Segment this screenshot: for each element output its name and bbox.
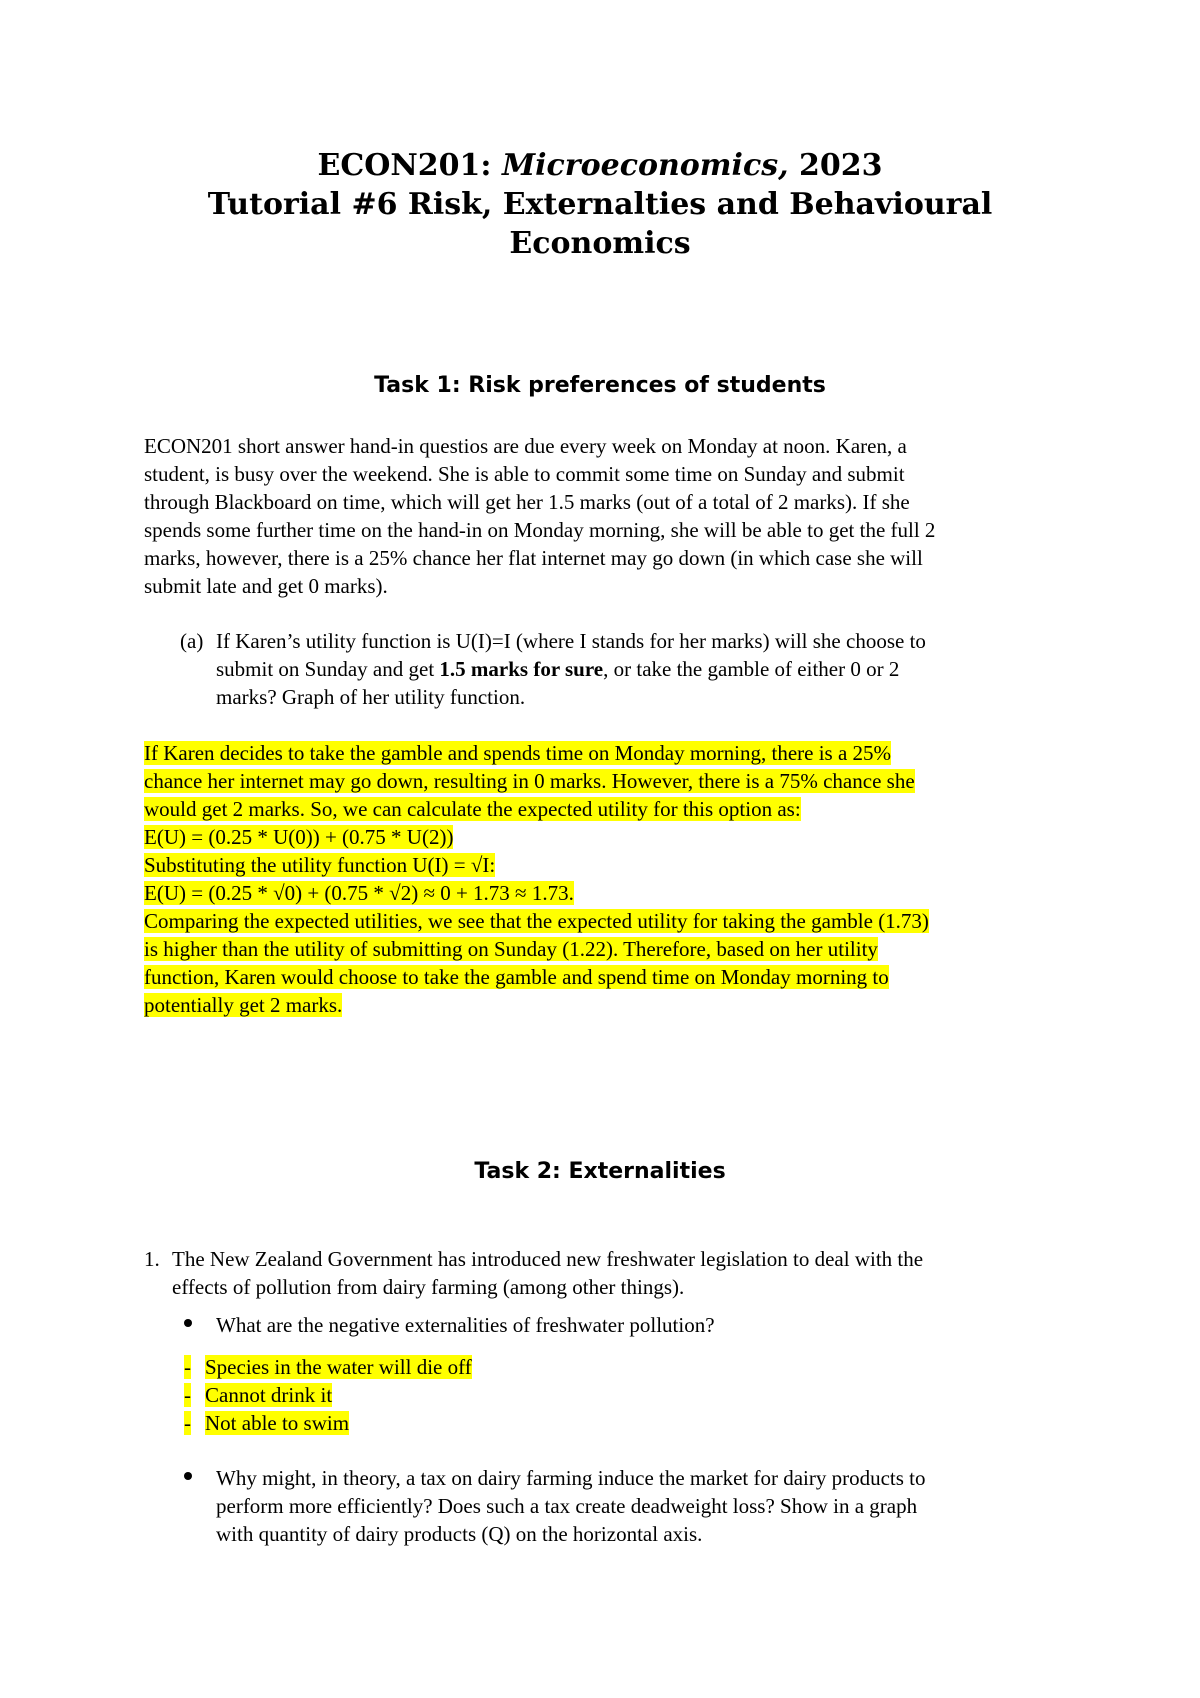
question-a-line [216,655,899,683]
task2-heading: Task 2: Externalities [474,1159,726,1184]
dash-marker: - [184,1355,191,1379]
answer-line: E(U) = (0.25 * √0) + (0.75 * √2) ≈ 0 + 1.73 ≈ 1.73. [144,881,574,905]
question-a-text: submit on Sunday and get [216,657,440,681]
answer-line: is higher than the utility of submitting on Sunday (1.22). Therefore, based on her utility [144,937,878,961]
answer-line: chance her internet may go down, resulting in 0 marks. However, there is a 75% chance she [144,769,915,793]
answer-text: Species in the water will die off [205,1355,472,1379]
question-a-line: marks? Graph of her utility function. [216,685,526,709]
intro-line: submit late and get 0 marks). [144,574,388,598]
answer-line: would get 2 marks. So, we can calculate the expected utility for this option as: [144,797,801,821]
answer-text: Cannot drink it [205,1383,333,1407]
bullet-text: What are the negative externalities of freshwater pollution? [216,1313,715,1337]
course-name: Microeconomics, [501,148,789,183]
question-a-bold-text: 1.5 marks for sure [439,657,604,681]
intro-line: marks, however, there is a 25% chance her flat internet may go down (in which case she will [144,546,923,570]
dash-marker: - [184,1383,191,1407]
intro-line: student, is busy over the weekend. She is able to commit some time on Sunday and submit [144,462,905,486]
question-a-text: , or take the gamble of either 0 or 2 [603,657,900,681]
answer-line: If Karen decides to take the gamble and spends time on Monday morning, there is a 25% [144,741,892,765]
intro-line: through Blackboard on time, which will get her 1.5 marks (out of a total of 2 marks). If she [144,490,910,514]
answer-line: Comparing the expected utilities, we see that the expected utility for taking the gamble (1.73) [144,909,929,933]
bullet-text: perform more efficiently? Does such a tax create deadweight loss? Show in a graph [216,1494,918,1518]
answer-dash-line [184,1381,332,1409]
bullet-text: with quantity of dairy products (Q) on the horizontal axis. [216,1522,703,1546]
bullet-text: Why might, in theory, a tax on dairy farming induce the market for dairy products to [216,1466,926,1490]
bullet-icon [184,1319,192,1327]
answer-line: E(U) = (0.25 * U(0)) + (0.75 * U(2)) [144,825,454,849]
intro-line: spends some further time on the hand-in on Monday morning, she will be able to get the full 2 [144,518,936,542]
answer-dash-line [184,1353,472,1381]
answer-line: function, Karen would choose to take the gamble and spend time on Monday morning to [144,965,889,989]
task1-heading: Task 1: Risk preferences of students [374,373,826,398]
item-line: The New Zealand Government has introduced new freshwater legislation to deal with the [172,1247,924,1271]
answer-text: Not able to swim [205,1411,350,1435]
title-line-2: Tutorial #6 Risk, Externalties and Behavioural [207,187,993,222]
question-a-label: (a) [180,629,204,653]
answer-line: Substituting the utility function U(I) = √I: [144,853,496,877]
answer-dash-line [184,1409,349,1437]
bullet-icon [184,1472,192,1480]
title-line-3: Economics [509,226,691,261]
question-a-line: If Karen’s utility function is U(I)=I (where I stands for her marks) will she choose to [216,629,926,653]
dash-marker: - [184,1411,191,1435]
course-year: 2023 [788,148,883,183]
course-code: ECON201: [317,148,502,183]
intro-line: ECON201 short answer hand-in questios are due every week on Monday at noon. Karen, a [144,434,907,458]
answer-line: potentially get 2 marks. [144,993,343,1017]
title-line-1 [0,146,1200,185]
item-line: effects of pollution from dairy farming (among other things). [172,1275,685,1299]
item-number: 1. [144,1247,160,1271]
